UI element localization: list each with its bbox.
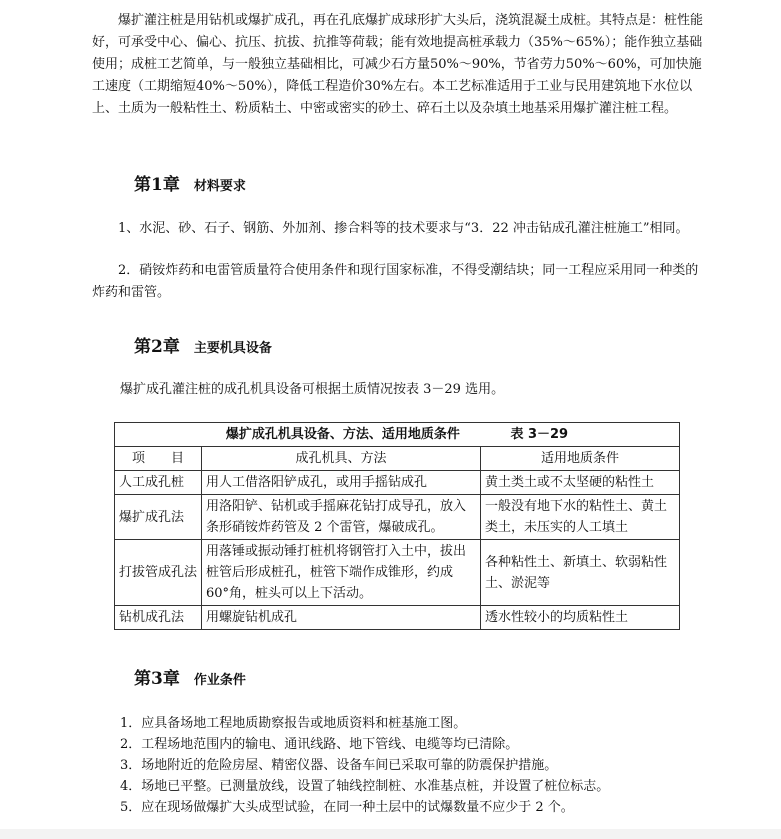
table-cell-item: 钻机成孔法 <box>115 606 202 630</box>
table-header: 成孔机具、方法 <box>202 447 481 471</box>
chapter-1-heading <box>134 170 246 195</box>
table-caption-row <box>115 423 680 447</box>
table-cell-method: 用落锤或振动锤打桩机将钢管打入土中，拔出桩管后形成桩孔，桩管下端作成锥形，约成 60°角，桩头可以上下活动。 <box>202 540 481 606</box>
chapter-2-heading <box>134 332 272 357</box>
table-cell-method: 用人工借洛阳铲成孔，或用手摇钻成孔 <box>202 471 481 495</box>
chapter-title: 材料要求 <box>193 179 246 194</box>
table-cell-geology: 黄土类土或不太坚硬的粘性土 <box>481 471 680 495</box>
chapter-1-item-1: 1、水泥、砂、石子、钢筋、外加剂、掺合料等的技术要求与“3．22 冲击钻成孔灌注桩施工”相同。 <box>118 221 689 236</box>
chapter-1-item-2: 2．硝铵炸药和电雷管质量符合使用条件和现行国家标准，不得受潮结块；同一工程应采用同一种类的炸药和雷管。 <box>92 263 699 300</box>
chapter-2-intro: 爆扩成孔灌注桩的成孔机具设备可根据土质情况按表 3－29 选用。 <box>120 382 505 397</box>
chapter-title: 作业条件 <box>193 673 246 688</box>
table-header-row <box>115 447 680 471</box>
table-cell-item: 打拔管成孔法 <box>115 540 202 606</box>
table-header: 适用地质条件 <box>481 447 680 471</box>
table-caption: 爆扩成孔机具设备、方法、适用地质条件 <box>225 427 460 442</box>
table-cell-geology: 透水性较小的均质粘性土 <box>481 606 680 630</box>
equipment-table <box>114 422 680 630</box>
table-cell-geology: 一般没有地下水的粘性土、黄土类土，未压实的人工填土 <box>481 495 680 540</box>
chapter-number: 第3章 <box>134 669 180 689</box>
intro-paragraph: 爆扩灌注桩是用钻机或爆扩成孔，再在孔底爆扩成球形扩大头后，浇筑混凝土成桩。其特点是：桩性能好，可承受中心、偏心、抗压、抗拔、抗推等荷载；能有效地提高桩承载力（35%～65%）；能作独立基础使用；成桩工艺简单，与一般独立基础相比，可减少石方量50%～90%，节省劳力50%～60%，可加快施工速度（工期缩短40%～50%），降低工程造价30%左右。本工艺标准适用于工业与民用建筑地下水位以上、土质为一般粘性土、粉质粘土、中密或密实的砂土、碎石土以及杂填土地基采用爆扩灌注桩工程。 <box>92 13 704 116</box>
table-row <box>115 606 680 630</box>
chapter-title: 主要机具设备 <box>193 341 272 356</box>
table-cell-method: 用螺旋钻机成孔 <box>202 606 481 630</box>
table-cell-item: 爆扩成孔法 <box>115 495 202 540</box>
chapter-number: 第1章 <box>134 175 180 195</box>
chapter-3-item-1: 1．应具备场地工程地质勘察报告或地质资料和桩基施工图。 <box>120 716 467 731</box>
chapter-3-item-2: 2．工程场地范围内的输电、通讯线路、地下管线、电缆等均已清除。 <box>120 737 519 752</box>
table-cell-method: 用洛阳铲、钻机或手摇麻花钻打成导孔，放入条形硝铵炸药管及 2 个雷管，爆破成孔。 <box>202 495 481 540</box>
page-footer-bar <box>0 829 781 839</box>
chapter-number: 第2章 <box>134 337 180 357</box>
table-cell-geology: 各种粘性土、新填土、软弱粘性土、淤泥等 <box>481 540 680 606</box>
chapter-3-heading <box>134 664 246 689</box>
table-row <box>115 495 680 540</box>
table-number: 表 3－29 <box>510 427 569 442</box>
chapter-3-item-3: 3．场地附近的危险房屋、精密仪器、设备车间已采取可靠的防震保护措施。 <box>120 758 558 773</box>
table-header: 项 目 <box>115 447 202 471</box>
table-cell-item: 人工成孔桩 <box>115 471 202 495</box>
chapter-3-item-4: 4．场地已平整。已测量放线，设置了轴线控制桩、水准基点桩，并设置了桩位标志。 <box>120 779 610 794</box>
chapter-3-item-5: 5．应在现场做爆扩大头成型试验，在同一种土层中的试爆数量不应少于 2 个。 <box>120 800 574 815</box>
table-row <box>115 471 680 495</box>
table-row <box>115 540 680 606</box>
